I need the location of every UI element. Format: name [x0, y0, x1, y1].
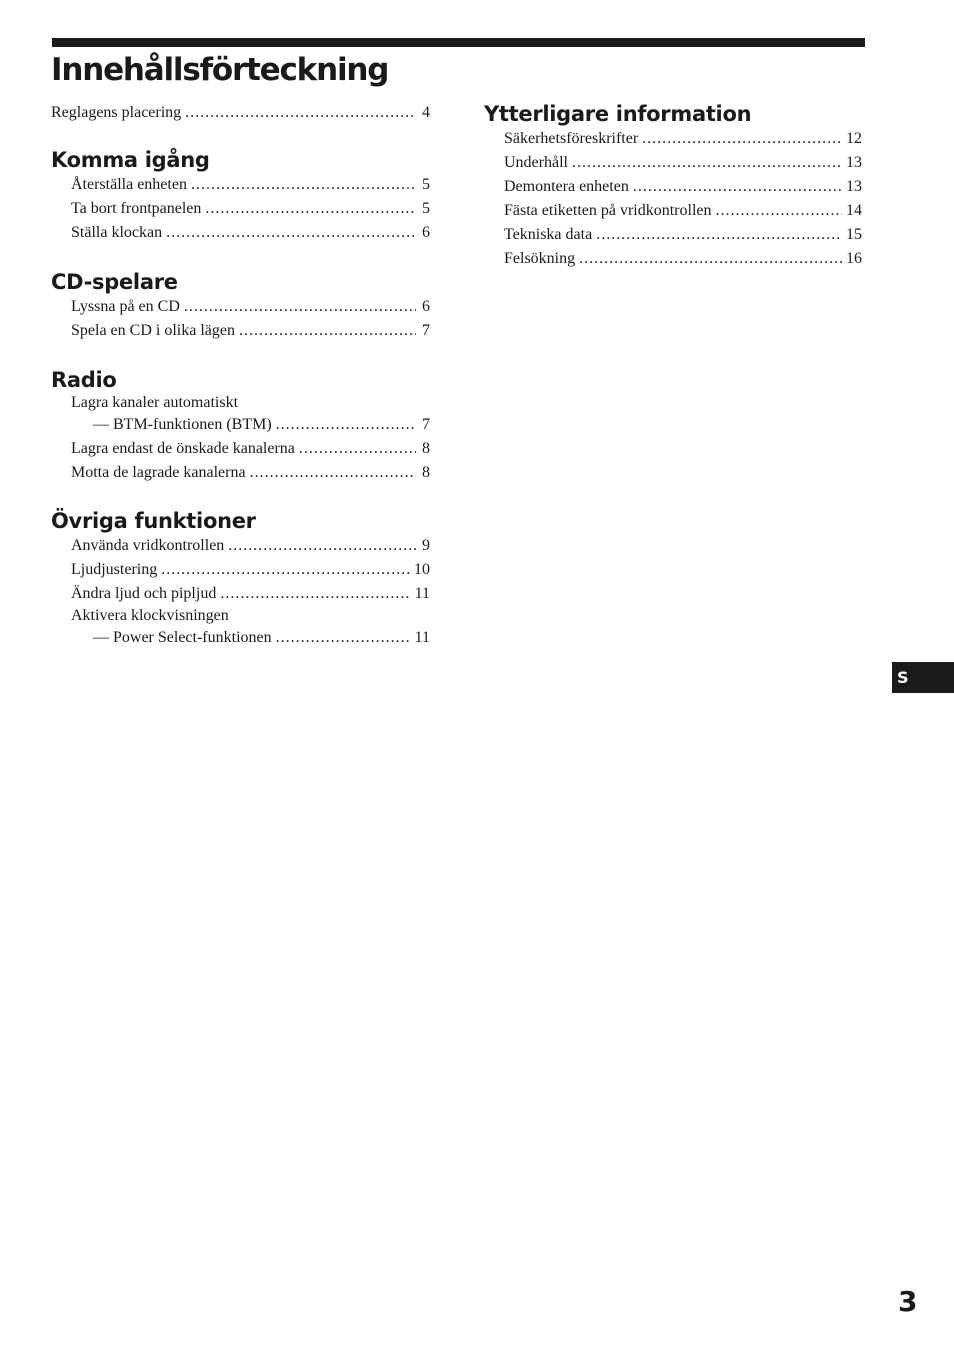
toc-entry-label: Felsökning: [504, 250, 576, 267]
toc-entry-label: Ändra ljud och pipljud: [71, 585, 217, 602]
toc-entry[interactable]: [51, 101, 430, 125]
dot-leader: [228, 534, 416, 558]
toc-entry-page: 5: [422, 200, 430, 217]
toc-entry-label: Säkerhetsföreskrifter: [504, 130, 639, 147]
toc-entry-page: 11: [414, 629, 430, 646]
toc-entry-label: Ställa klockan: [71, 224, 163, 241]
dot-leader: [633, 175, 842, 199]
toc-entry-label: — BTM-funktionen (BTM): [93, 416, 272, 433]
toc-entry-first-line[interactable]: Aktivera klockvisningen: [71, 607, 229, 624]
toc-entry-page: 5: [422, 176, 430, 193]
page-title: Innehållsförteckning: [51, 52, 389, 88]
dot-leader: [276, 626, 411, 650]
section-heading-radio: Radio: [51, 368, 117, 392]
toc-entry[interactable]: [51, 461, 430, 485]
dot-leader: [166, 221, 416, 245]
toc-entry-label: Demontera enheten: [504, 178, 629, 195]
toc-entry-first-line[interactable]: Lagra kanaler automatiskt: [71, 394, 239, 411]
toc-entry-page: 14: [846, 202, 862, 219]
toc-entry[interactable]: [51, 173, 430, 197]
toc-entry-page: 13: [846, 154, 862, 171]
toc-entry-label: Ljudjustering: [71, 561, 158, 578]
toc-entry-page: 6: [422, 298, 430, 315]
toc-entry[interactable]: [51, 221, 430, 245]
toc-entry-page: 15: [846, 226, 862, 243]
toc-entry-label: Underhåll: [504, 154, 568, 171]
toc-entry[interactable]: [51, 197, 430, 221]
toc-entry[interactable]: [484, 151, 862, 175]
toc-entry-page: 4: [422, 104, 430, 121]
section-heading-cd-spelare: CD-spelare: [51, 270, 178, 294]
section-heading-ovriga-funktioner: Övriga funktioner: [51, 509, 256, 533]
top-rule: [52, 38, 865, 47]
toc-entry-label: Använda vridkontrollen: [71, 537, 225, 554]
toc-entry[interactable]: [51, 582, 430, 606]
toc-left-column: [51, 101, 430, 650]
dot-leader: [642, 127, 842, 151]
toc-entry-label: Fästa etiketten på vridkontrollen: [504, 202, 712, 219]
toc-entry[interactable]: [484, 127, 862, 151]
toc-entry-label: Ta bort frontpanelen: [71, 200, 202, 217]
toc-entry-label: Motta de lagrade kanalerna: [71, 464, 246, 481]
dot-leader: [239, 319, 416, 343]
toc-entry-page: 7: [422, 416, 430, 433]
toc-entry-label: Lyssna på en CD: [71, 298, 180, 315]
toc-entry-label: Spela en CD i olika lägen: [71, 322, 235, 339]
dot-leader: [572, 151, 842, 175]
dot-leader: [184, 295, 416, 319]
toc-entry[interactable]: [51, 626, 430, 650]
toc-entry-page: 16: [846, 250, 862, 267]
toc-entry[interactable]: [51, 534, 430, 558]
toc-entry-page: 8: [422, 464, 430, 481]
toc-entry-page: 7: [422, 322, 430, 339]
toc-entry-page: 13: [846, 178, 862, 195]
language-tab: S: [892, 662, 954, 693]
dot-leader: [276, 413, 416, 437]
toc-entry[interactable]: [484, 223, 862, 247]
toc-entry[interactable]: [484, 247, 862, 271]
toc-entry[interactable]: [484, 175, 862, 199]
toc-entry-label: Återställa enheten: [71, 176, 187, 193]
section-heading-komma-igang: Komma igång: [51, 148, 210, 172]
toc-entry-page: 9: [422, 537, 430, 554]
toc-entry[interactable]: [51, 558, 430, 582]
toc-entry[interactable]: [484, 199, 862, 223]
dot-leader: [185, 101, 416, 125]
dot-leader: [161, 558, 410, 582]
page-number: 3: [898, 1285, 918, 1318]
toc-entry-page: 8: [422, 440, 430, 457]
dot-leader: [220, 582, 410, 606]
toc-right-column: [484, 101, 862, 271]
section-heading-ytterligare-information: Ytterligare information: [484, 102, 752, 126]
toc-entry-label: Tekniska data: [504, 226, 593, 243]
dot-leader: [191, 173, 416, 197]
toc-entry-label: — Power Select-funktionen: [93, 629, 272, 646]
dot-leader: [579, 247, 842, 271]
dot-leader: [205, 197, 416, 221]
toc-entry[interactable]: [51, 437, 430, 461]
toc-entry[interactable]: [51, 413, 430, 437]
dot-leader: [250, 461, 416, 485]
toc-entry[interactable]: [51, 295, 430, 319]
toc-entry[interactable]: [51, 319, 430, 343]
toc-entry-page: 11: [414, 585, 430, 602]
dot-leader: [716, 199, 843, 223]
toc-entry-label: Reglagens placering: [51, 104, 182, 121]
dot-leader: [596, 223, 842, 247]
toc-entry-label: Lagra endast de önskade kanalerna: [71, 440, 295, 457]
toc-entry-page: 10: [414, 561, 430, 578]
toc-entry-page: 6: [422, 224, 430, 241]
toc-entry-page: 12: [846, 130, 862, 147]
dot-leader: [299, 437, 416, 461]
